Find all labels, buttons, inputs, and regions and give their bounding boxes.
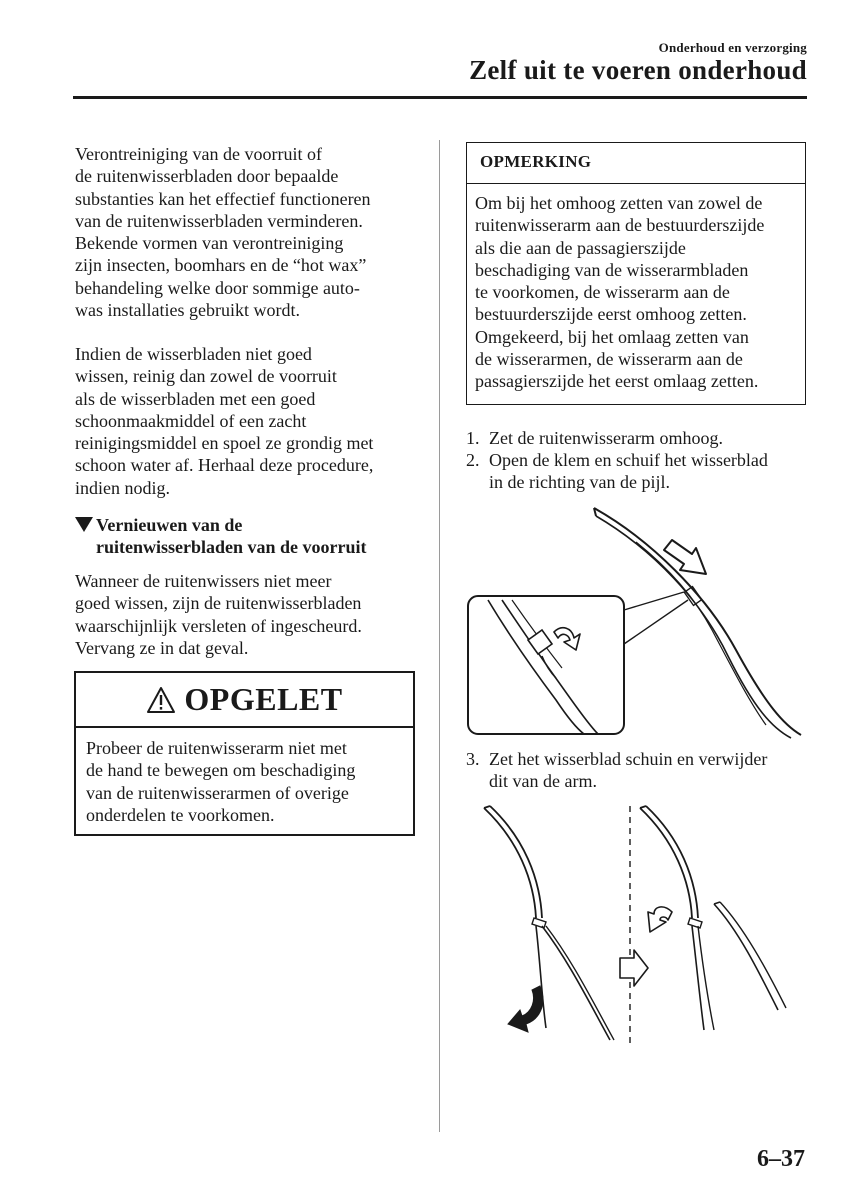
step-number: 3. bbox=[466, 749, 480, 769]
page-title: Zelf uit te voeren onderhoud bbox=[469, 55, 807, 85]
step-text-cont: in de richting van de pijl. bbox=[489, 472, 670, 492]
blade-removal-figure bbox=[478, 800, 808, 1050]
replace-paragraph: Wanneer de ruitenwissers niet meer goed wissen, zijn de ruitenwisserbladen waarschijnlijk versleten of ingescheurd. Vervang ze in dat geval. bbox=[75, 571, 362, 658]
step-number: 2. bbox=[466, 450, 480, 470]
heading-line-2: ruitenwisserbladen van de voorruit bbox=[96, 537, 367, 557]
caution-box bbox=[74, 671, 415, 836]
step-text: Open de klem en schuif het wisserblad bbox=[489, 450, 768, 470]
step-number: 1. bbox=[466, 428, 480, 448]
caution-title: OPGELET bbox=[184, 681, 343, 717]
intro-paragraph: Verontreiniging van de voorruit of de ruitenwisserbladen door bepaalde substanties kan het effectief functioneren van de ruitenwisserbladen verminderen. Bekende vormen van verontreiniging zijn insecten, boomhars en de “hot wax” behandeling welke door sommige auto- was installaties gebruikt wordt. bbox=[75, 144, 371, 321]
note-header bbox=[467, 143, 805, 184]
column-divider bbox=[439, 140, 440, 1132]
step-text: Zet de ruitenwisserarm omhoog. bbox=[489, 428, 723, 448]
page-number: 6–37 bbox=[757, 1146, 805, 1172]
note-box bbox=[466, 142, 806, 405]
wiper-clip-figure bbox=[466, 500, 811, 740]
section-label: Onderhoud en verzorging bbox=[658, 40, 807, 55]
step-text-cont: dit van de arm. bbox=[489, 771, 597, 791]
heading-triangle-icon bbox=[75, 517, 93, 532]
note-title: OPMERKING bbox=[480, 152, 592, 171]
header-rule bbox=[73, 96, 807, 99]
caution-header bbox=[76, 673, 413, 728]
heading-line-1: Vernieuwen van de bbox=[96, 515, 243, 535]
step-text: Zet het wisserblad schuin en verwijder bbox=[489, 749, 768, 769]
cleaning-paragraph: Indien de wisserbladen niet goed wissen, reinig dan zowel de voorruit als de wisserbladen met een goed schoonmaakmiddel of een zacht reinigingsmiddel en spoel ze grondig met schoon water af. Herhaal deze procedure, indien nodig. bbox=[75, 344, 374, 498]
caution-text: Probeer de ruitenwisserarm niet met de hand te bewegen om beschadiging van de ruitenwisserarmen of overige onderdelen te voorkomen. bbox=[86, 738, 356, 825]
warning-triangle-icon bbox=[146, 686, 176, 714]
note-text: Om bij het omhoog zetten van zowel de ruitenwisserarm aan de bestuurderszijde als die aan de passagierszijde beschadiging van de wisserarmbladen te voorkomen, de wisserarm aan de bestuurderszijde eerst omhoog zetten. Omgekeerd, bij het omlaag zetten van de wisserarmen, de wisserarm aan de passagierszijde het eerst omlaag zetten. bbox=[475, 193, 765, 392]
